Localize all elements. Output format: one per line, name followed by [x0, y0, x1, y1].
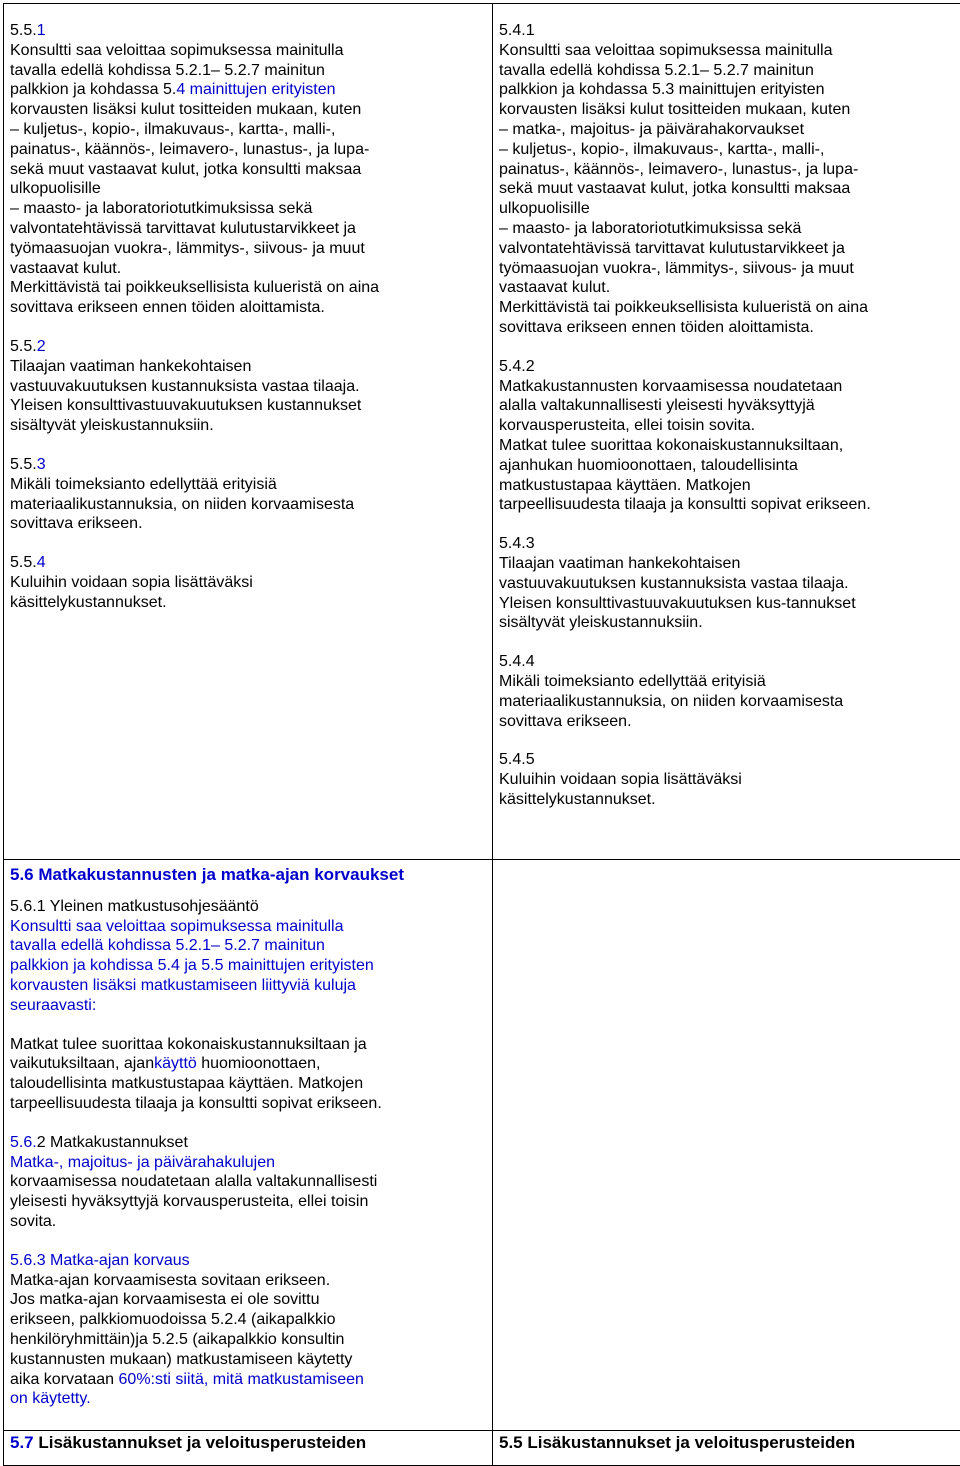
text-line	[10, 1310, 486, 1330]
text-segment: sisältyvät yleiskustannuksiin.	[10, 417, 214, 434]
text-line	[10, 100, 486, 120]
clause-number-prefix: 5.5.	[10, 456, 37, 473]
section-5-6-cell	[4, 860, 493, 1431]
text-line	[10, 1212, 486, 1232]
text-line	[10, 357, 486, 377]
text-segment: 5 mainittujen erityisten	[215, 957, 374, 974]
text-line	[499, 61, 960, 81]
text-segment: Jos matka-ajan korvaamisesta ei ole sovittu	[10, 1291, 319, 1308]
text-segment: 5.6.	[10, 898, 37, 915]
text-segment: tarpeellisuudesta tilaaja ja konsultti sopivat erikseen.	[10, 1095, 382, 1112]
footer-right-cell	[493, 1431, 960, 1466]
text-line	[10, 996, 486, 1016]
clause-number-prefix: 5.5.	[10, 338, 37, 355]
text-line	[10, 41, 486, 61]
text-segment: palkkion ja kohdassa 5.3 mainittujen erityisten	[499, 81, 825, 98]
text-line	[499, 456, 960, 476]
text-segment: – maasto- ja laboratoriotutkimuksissa sekä	[499, 220, 801, 237]
text-line	[10, 219, 486, 239]
text-segment: sovittava erikseen.	[10, 515, 143, 532]
clause-number-suffix: 2	[37, 338, 46, 355]
clause-number-prefix: 5.4.4	[499, 653, 535, 670]
text-line	[499, 278, 960, 298]
text-line	[10, 61, 486, 81]
footer-left-cell	[4, 1431, 493, 1466]
text-segment: käyttö	[154, 1055, 197, 1072]
clause-number	[10, 337, 486, 357]
text-segment: palkkion ja kohdassa 5.	[10, 81, 176, 98]
text-line	[499, 140, 960, 160]
text-segment: materiaalikustannuksia, on niiden korvaamisesta	[499, 693, 843, 710]
text-segment: korvausten lisäksi kulut tositteiden mukaan, kuten	[10, 101, 361, 118]
text-segment: – kuljetus-, kopio-, ilmakuvaus-, kartta-, malli-,	[10, 121, 335, 138]
text-segment: Matkat tulee suorittaa kokonaiskustannuksiltaan,	[499, 437, 843, 454]
text-line	[10, 259, 486, 279]
text-segment: Merkittävistä tai poikkeuksellisista kulueristä on aina	[10, 279, 379, 296]
text-segment: – matka-, majoitus- ja päivärahakorvaukset	[499, 121, 804, 138]
text-line	[10, 593, 486, 613]
clause-block	[499, 652, 960, 731]
clause-number	[499, 21, 960, 41]
text-line	[10, 80, 486, 100]
text-segment: korvausten lisäksi kulut tositteiden mukaan, kuten	[499, 101, 850, 118]
text-line	[499, 199, 960, 219]
text-segment: – kuljetus-, kopio-, ilmakuvaus-, kartta-, malli-,	[499, 141, 824, 158]
text-line	[10, 160, 486, 180]
text-line	[10, 475, 486, 495]
text-segment: materiaalikustannuksia, on niiden korvaamisesta	[10, 496, 354, 513]
text-segment: erikseen, palkkiomuodoissa 5.2.4 (aikapalkkio	[10, 1311, 336, 1328]
text-line	[10, 495, 486, 515]
text-segment: Matka-ajan korvaamisesta sovitaan erikseen.	[10, 1272, 330, 1289]
text-line	[499, 574, 960, 594]
text-line	[10, 1290, 486, 1310]
clause-number	[10, 553, 486, 573]
text-segment: käsittelykustannukset.	[499, 791, 656, 808]
text-segment: ajanhukan huomioonottaen, taloudellisinta	[499, 457, 798, 474]
text-segment: Konsultti saa veloittaa sopimuksessa mainitulla	[499, 42, 833, 59]
text-line	[499, 476, 960, 496]
text-line	[10, 1094, 486, 1114]
text-segment: kustannusten mukaan) matkustamiseen käytetty	[10, 1351, 352, 1368]
text-line	[10, 1035, 486, 1055]
text-line	[499, 120, 960, 140]
text-line	[499, 318, 960, 338]
text-line	[10, 1251, 486, 1271]
text-segment: vaikutuksiltaan, ajan	[10, 1055, 154, 1072]
clause-number	[10, 455, 486, 475]
text-segment: 5.6.3 Matka-ajan korvaus	[10, 1252, 190, 1269]
section-5-6-heading-text: Matkakustannusten ja matka-ajan korvaukset	[34, 865, 404, 884]
text-segment: tavalla edellä kohdissa 5.2.1– 5.2.7 mainitun	[10, 62, 325, 79]
text-line	[499, 160, 960, 180]
clause-block	[10, 553, 486, 612]
clause-number	[499, 652, 960, 672]
text-line	[10, 1192, 486, 1212]
text-line	[10, 976, 486, 996]
right-column-5-4	[493, 4, 960, 860]
section-5-5-heading: 5.5 Lisäkustannukset ja veloitusperusteiden	[499, 1433, 855, 1452]
text-segment: huomioonottaen,	[197, 1055, 321, 1072]
text-line	[10, 377, 486, 397]
text-line	[10, 1389, 486, 1409]
text-segment: vastaavat kulut.	[10, 260, 121, 277]
text-segment: vastaavat kulut.	[499, 279, 610, 296]
text-line	[499, 41, 960, 61]
text-line	[499, 219, 960, 239]
text-segment: painatus-, käännös-, leimavero-, lunastus-, ja lupa-	[499, 161, 858, 178]
text-segment: Mikäli toimeksianto edellyttää erityisiä	[499, 673, 766, 690]
paragraph-block	[10, 1133, 486, 1232]
text-line	[499, 179, 960, 199]
text-segment: käsittelykustannukset.	[10, 594, 167, 611]
text-line	[10, 956, 486, 976]
text-line	[10, 120, 486, 140]
text-line	[10, 1153, 486, 1173]
clause-number-suffix: 3	[37, 456, 46, 473]
text-segment: 60%:sti siitä, mitä matkustamiseen	[119, 1371, 364, 1388]
text-segment: Tilaajan vaatiman hankekohtaisen	[499, 555, 740, 572]
clause-block	[499, 21, 960, 338]
text-line	[499, 100, 960, 120]
text-segment: sovittava erikseen.	[499, 713, 632, 730]
text-segment: yleisesti hyväksyttyjä korvausperusteita, ellei toisin	[10, 1193, 368, 1210]
clause-number	[499, 357, 960, 377]
clause-block	[10, 455, 486, 534]
text-line	[499, 436, 960, 456]
text-line	[499, 298, 960, 318]
text-segment: Konsultti saa veloittaa sopimuksessa mainitulla	[10, 918, 344, 935]
paragraph-block	[10, 897, 486, 1016]
text-segment: 2 Matkakustannukset	[37, 1134, 188, 1151]
text-line	[10, 199, 486, 219]
text-segment: 4 mainittujen erityisten	[176, 81, 335, 98]
text-line	[10, 1330, 486, 1350]
text-line	[10, 396, 486, 416]
document-table	[3, 3, 960, 1466]
text-line	[499, 80, 960, 100]
text-segment: valvontatehtävissä tarvittavat kulutustarvikkeet ja	[499, 240, 845, 257]
clause-block	[499, 750, 960, 809]
text-line	[499, 790, 960, 810]
text-line	[10, 416, 486, 436]
text-segment: Konsultti saa veloittaa sopimuksessa mainitulla	[10, 42, 344, 59]
text-segment: Matkakustannusten korvaamisessa noudatetaan	[499, 378, 842, 395]
clause-number	[499, 750, 960, 770]
text-segment: korvausperusteita, ellei toisin sovita.	[499, 417, 755, 434]
text-line	[499, 495, 960, 515]
text-line	[499, 239, 960, 259]
text-segment: Tilaajan vaatiman hankekohtaisen	[10, 358, 251, 375]
section-5-7-number: 5.7	[10, 1433, 34, 1452]
text-segment: vastuuvakuutuksen kustannuksista vastaa tilaaja.	[10, 378, 360, 395]
section-5-6-body	[10, 897, 486, 1409]
text-line	[499, 672, 960, 692]
text-segment: tavalla edellä kohdissa 5.2.1– 5.2.7 mainitun	[499, 62, 814, 79]
text-segment: henkilöryhmittäin)ja 5.2.5 (aikapalkkio konsultin	[10, 1331, 344, 1348]
text-line	[499, 259, 960, 279]
text-segment: Matka-, majoitus- ja päivärahakulujen	[10, 1154, 275, 1171]
clause-number-suffix: 4	[37, 554, 46, 571]
text-segment: seuraavasti:	[10, 997, 96, 1014]
paragraph-block	[10, 1251, 486, 1409]
text-line	[499, 594, 960, 614]
text-segment: alalla valtakunnallisesti yleisesti hyväksyttyjä	[499, 397, 815, 414]
text-line	[10, 936, 486, 956]
clause-number-prefix: 5.4.3	[499, 535, 535, 552]
right-sections	[499, 21, 960, 810]
text-line	[499, 554, 960, 574]
text-line	[10, 278, 486, 298]
text-segment: valvontatehtävissä tarvittavat kulutustarvikkeet ja	[10, 220, 356, 237]
clause-number	[499, 534, 960, 554]
text-segment: ulkopuolisille	[499, 200, 590, 217]
text-segment: Mikäli toimeksianto edellyttää erityisiä	[10, 476, 277, 493]
text-line	[499, 396, 960, 416]
text-line	[10, 140, 486, 160]
text-segment: Kuluihin voidaan sopia lisättäväksi	[499, 771, 742, 788]
text-segment: taloudellisinta matkustustapaa käyttäen. Matkojen	[10, 1075, 363, 1092]
text-line	[10, 1074, 486, 1094]
text-segment: vastuuvakuutuksen kustannuksista vastaa tilaaja.	[499, 575, 849, 592]
clause-number-prefix: 5.5.	[10, 22, 37, 39]
left-column-5-5	[4, 4, 493, 860]
text-line	[499, 770, 960, 790]
section-5-6-heading-number: 5.6	[10, 865, 34, 884]
text-segment: sekä muut vastaavat kulut, jotka konsultti maksaa	[499, 180, 850, 197]
text-segment: korvaamisessa noudatetaan alalla valtakunnallisesti	[10, 1173, 377, 1190]
text-segment: tarpeellisuudesta tilaaja ja konsultti sopivat erikseen.	[499, 496, 871, 513]
clause-block	[10, 337, 486, 436]
section-5-7-heading: Lisäkustannukset ja veloitusperusteiden	[34, 1433, 367, 1452]
text-segment: 1 Yleinen matkustusohjesääntö	[37, 898, 259, 915]
text-segment: – maasto- ja laboratoriotutkimuksissa sekä	[10, 200, 312, 217]
text-line	[10, 239, 486, 259]
clause-number	[10, 21, 486, 41]
text-segment: tavalla edellä kohdissa 5.2.1– 5.2.7 mainitun	[10, 937, 325, 954]
text-segment: työmaasuojan vuokra-, lämmitys-, siivous- ja muut	[10, 240, 365, 257]
text-segment: Merkittävistä tai poikkeuksellisista kulueristä on aina	[499, 299, 868, 316]
text-line	[10, 514, 486, 534]
text-segment: sovita.	[10, 1213, 56, 1230]
text-line	[10, 1054, 486, 1074]
text-segment: korvausten lisäksi matkustamiseen liittyviä kuluja	[10, 977, 356, 994]
text-segment: Kuluihin voidaan sopia lisättäväksi	[10, 574, 253, 591]
text-line	[10, 179, 486, 199]
clause-block	[499, 534, 960, 633]
text-segment: sekä muut vastaavat kulut, jotka konsultti maksaa	[10, 161, 361, 178]
text-segment: on käytetty.	[10, 1390, 91, 1407]
empty-cell	[493, 860, 960, 1431]
text-line	[10, 1133, 486, 1153]
clause-block	[10, 21, 486, 318]
text-line	[10, 897, 486, 917]
clause-block	[499, 357, 960, 515]
clause-number-suffix: 1	[37, 22, 46, 39]
clause-number-prefix: 5.4.5	[499, 751, 535, 768]
text-line	[499, 692, 960, 712]
paragraph-block	[10, 1035, 486, 1114]
text-segment: matkustustapaa käyttäen. Matkojen	[499, 477, 751, 494]
text-line	[499, 613, 960, 633]
text-line	[499, 416, 960, 436]
text-segment: painatus-, käännös-, leimavero-, lunastus-, ja lupa-	[10, 141, 369, 158]
text-segment: sisältyvät yleiskustannuksiin.	[499, 614, 703, 631]
clause-number-prefix: 5.4.2	[499, 358, 535, 375]
text-line	[10, 1370, 486, 1390]
clause-number-prefix: 5.5.	[10, 554, 37, 571]
text-segment: työmaasuojan vuokra-, lämmitys-, siivous- ja muut	[499, 260, 854, 277]
section-5-6-heading	[10, 865, 486, 885]
text-line	[10, 917, 486, 937]
text-segment: Yleisen konsulttivastuuvakuutuksen kustannukset	[10, 397, 361, 414]
text-line	[499, 712, 960, 732]
text-line	[10, 298, 486, 318]
text-line	[10, 1271, 486, 1291]
text-segment: sovittava erikseen ennen töiden aloittamista.	[10, 299, 325, 316]
text-line	[10, 1172, 486, 1192]
clause-number-prefix: 5.4.1	[499, 22, 535, 39]
text-segment: aika korvataan	[10, 1371, 119, 1388]
text-segment: sovittava erikseen ennen töiden aloittamista.	[499, 319, 814, 336]
text-segment: ulkopuolisille	[10, 180, 101, 197]
left-sections	[10, 21, 486, 613]
text-line	[10, 1350, 486, 1370]
text-line	[10, 573, 486, 593]
text-segment: 5.6.	[10, 1134, 37, 1151]
text-line	[499, 377, 960, 397]
text-segment: Matkat tulee suorittaa kokonaiskustannuksiltaan ja	[10, 1036, 367, 1053]
text-segment: Yleisen konsulttivastuuvakuutuksen kus-tannukset	[499, 595, 856, 612]
text-segment: palkkion ja kohdissa 5.4 ja 5.	[10, 957, 215, 974]
